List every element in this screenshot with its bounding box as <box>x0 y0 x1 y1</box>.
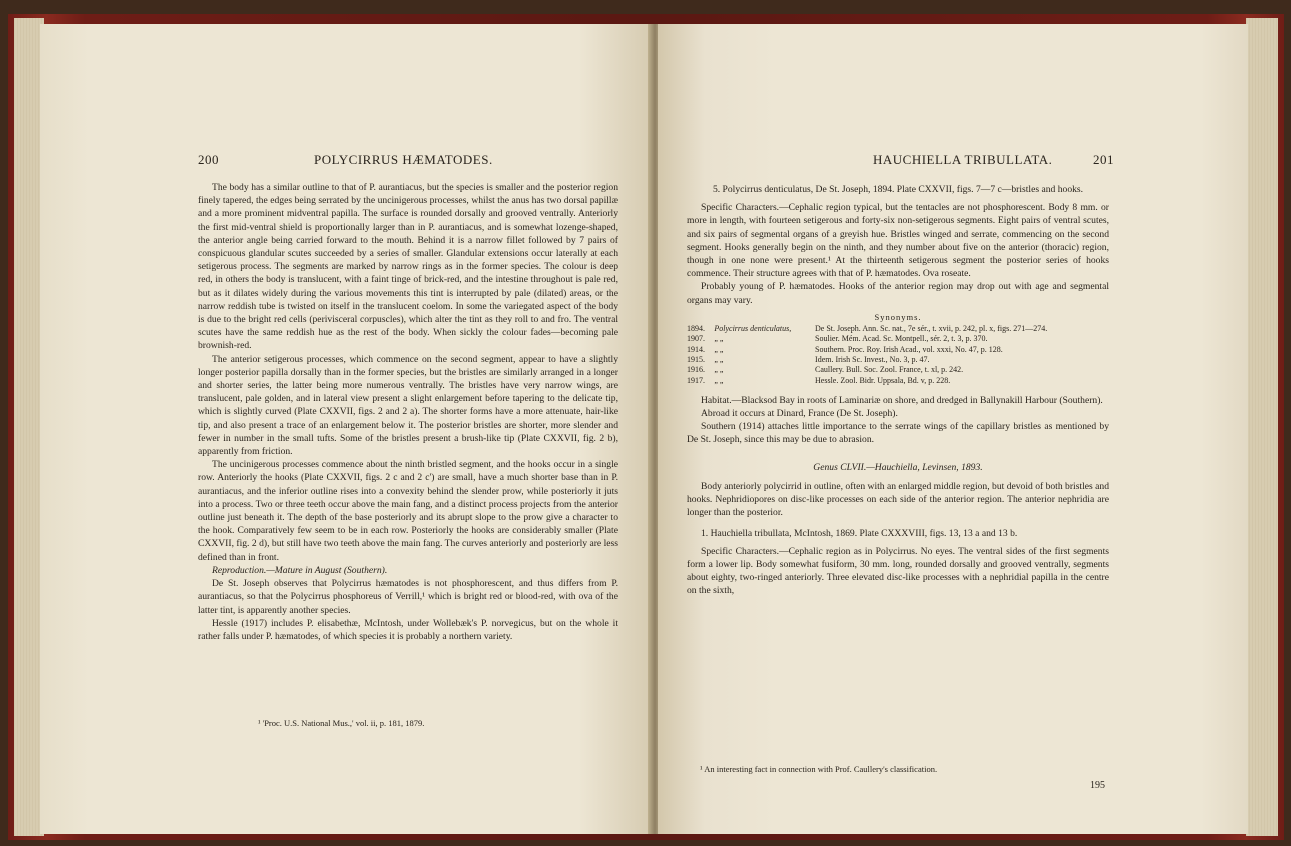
page-edges-right <box>1246 18 1278 836</box>
habitat: Habitat.—Blacksod Bay in roots of Laminariæ on shore, and dredged in Ballynakill Harbour (Southern). <box>701 394 1103 406</box>
left-running-head: POLYCIRRUS HÆMATODES. <box>314 152 493 167</box>
left-page-number: 200 <box>198 152 219 167</box>
right-footnote: ¹ An interesting fact in connection with Prof. Caullery's classification. <box>700 764 938 774</box>
left-footnote: ¹ 'Proc. U.S. National Mus.,' vol. ii, p. 181, 1879. <box>258 718 425 728</box>
species2-characters: Specific Characters.—Cephalic region as in Polycirrus. No eyes. The ventral sides of the first segments form a lower lip. Body somewhat fusiform, 30 mm. long, rounded dorsally and grooved ventrally, segments about eighty, two-ringed anteriorly. Three elevated disc-like processes with a nephridial papilla in the centre on the sixth, <box>687 545 1109 597</box>
left-paragraph-5: De St. Joseph observes that Polycirrus hæmatodes is not phosphorescent, and thus differs from P. aurantiacus, so that the Polycirrus phosphoreus of Verrill,¹ which is bright red or blood-red, with ova of the latter tint, is apparently another species. <box>198 578 618 616</box>
specific-characters: Specific Characters.—Cephalic region typical, but the tentacles are not phosphorescent. Body 8 mm. or more in length, with fourteen setigerous and forty-six non-setigerous segments. Eight pairs of ventral scutes, and six pairs of segmental organs of a greyish hue. Bristles winged and serrate, commencing on the second segment. Hooks generally begin on the ninth, and they number about five on the anterior (thoracic) region, though in one none were present.¹ At the thirteenth setigerous segment the posterior series of hooks commence. Their structure agrees with that of P. hæmatodes. Ova roseate. <box>687 202 1109 280</box>
left-paragraph-1: The body has a similar outline to that of P. aurantiacus, but the species is smaller and the posterior region finely tapered, the edges being serrated by the uncinigerous processes, whilst the anus has two dorsal papillæ and a more prominent midventral papilla. The surface is rounded dorsally and grooved ventrally. Anteriorly the first mid-ventral shield is proportionally larger than in P. aurantiacus, and is somewhat lozenge-shaped, the anterior angle being carried forward to the mouth. Behind it is a narrow fillet followed by 7 pairs of conspicuous glandular scutes succeeded by a series of smaller. Glandular extensions occur laterally at each setigerous process. The segments are marked by narrow rings as in the former species. The colour is deep red, in others the body is translucent, with a faint tinge of brick-red, and the intestine throughout is pale red, but as it dilates widely during the various movements this tint is interrupted by pale (dilated) areas, or the narrow reddish tube is twisted on itself in the translucent coelom. In some the variegated aspect of the body is due to the bright red cells (perivisceral corpuscles), which alter the tint as they roll to and fro. The ventral scutes have the same reddish hue as the rest of the body. When sickly the colour fades—becoming pale brownish-red. <box>198 182 618 352</box>
signature-mark: 195 <box>1090 780 1105 791</box>
left-paragraph-6: Hessle (1917) includes P. elisabethæ, McIntosh, under Wollebæk's P. norvegicus, but on the whole it rather falls under P. hæmatodes, of which species it is probably a northern variety. <box>198 617 618 642</box>
synonym-row: 1917. „ „ Hessle. Zool. Bidr. Uppsala, Bd. v, p. 228. <box>687 375 951 385</box>
synonyms-table <box>687 324 1109 386</box>
synonym-row: 1916. „ „ Caullery. Bull. Soc. Zool. France, t. xl, p. 242. <box>687 365 964 375</box>
right-page-number: 201 <box>1093 152 1114 167</box>
abroad-note: Abroad it occurs at Dinard, France (De St. Joseph). <box>701 408 898 420</box>
young-note: Probably young of P. hæmatodes. Hooks of the anterior region may drop out with age and segmental organs may vary. <box>687 281 1109 306</box>
left-paragraph-2: The anterior setigerous processes, which commence on the second segment, appear to have a slightly longer posterior papilla dorsally than in the former species, but the bristles are similarly arranged in a longer and shorter series, the latter being more numerous ventrally. The bristles have very narrow wings, are translucent, pale golden, and in lateral view present a slight enlargement before tapering to the delicate tip, which is slightly curved (Plate CXXVII, figs. 2 and 2 a). The shorter forms have a more attenuate, hair-like tip, and also present a trace of an enlargement below it. The posterior bristles are shorter, more slender and fewer in number in the small tufts. Some of the bristles present a brush-like tip (Plate CXXVII, fig. 2 b), apparently from friction. <box>198 353 618 458</box>
synonyms-title: Synonyms. <box>874 311 922 322</box>
synonym-row: 1907. „ „ Soulier. Mém. Acad. Sc. Montpell., sér. 2, t. 3, p. 370. <box>687 334 988 344</box>
southern-note: Southern (1914) attaches little importance to the serrate wings of the capillary bristles as mentioned by De St. Joseph, since this may be due to abrasion. <box>687 421 1109 446</box>
left-paragraph-3: The uncinigerous processes commence about the ninth bristled segment, and the hooks occur in a single row. Anteriorly the hooks (Plate CXXVII, figs. 2 c and 2 c') are small, have a much shorter base than in P. aurantiacus, and the inferior outline rises into a convexity behind the slender prow, while posteriorly it juts into a process. Two or three teeth occur above the main fang, and a distinct process projects from the anterior outline just beneath it. The depth of the base posteriorly and its abrupt slope to the prow give a character to the hook. Comparatively few seem to be in each row. Posteriorly the hooks are considerably smaller (Plate CXXVII, fig. 2 d), but still have two teeth above the main fang. The curves anteriorly and posteriorly are less defined than in front. <box>198 459 618 563</box>
left-body-text <box>198 181 618 643</box>
genus-description: Body anteriorly polycirrid in outline, often with an enlarged middle region, but devoid of both bristles and hooks. Nephridiopores on disc-like processes on each side of the anterior region. The anterior nephridia are longer than the posterior. <box>687 480 1110 519</box>
synonym-row: 1894. Polycirrus denticulatus, De St. Joseph. Ann. Sc. nat., 7e sér., t. xvii, p. 242, pl. x, figs. 271—274. <box>687 324 1048 334</box>
left-paragraph-4: Reproduction.—Mature in August (Southern). <box>212 564 388 576</box>
synonym-row: 1915. „ „ Idem. Irish Sc. Invest., No. 3, p. 47. <box>687 354 930 364</box>
right-running-head: HAUCHIELLA TRIBULLATA. <box>873 152 1053 167</box>
synonym-row: 1914. „ „ Southern. Proc. Roy. Irish Acad., vol. xxxi, No. 47, p. 128. <box>687 344 1003 354</box>
genus-heading: Genus CLVII.—Hauchiella, Levinsen, 1893. <box>813 461 983 473</box>
right-body-text <box>687 183 1109 597</box>
species-heading: 5. Polycirrus denticulatus, De St. Joseph, 1894. Plate CXXVII, figs. 7—7 c—bristles and hooks. <box>712 184 1084 195</box>
species2-heading: 1. Hauchiella tribullata, McIntosh, 1869. Plate CXXXVIII, figs. 13, 13 a and 13 b. <box>701 528 1018 540</box>
